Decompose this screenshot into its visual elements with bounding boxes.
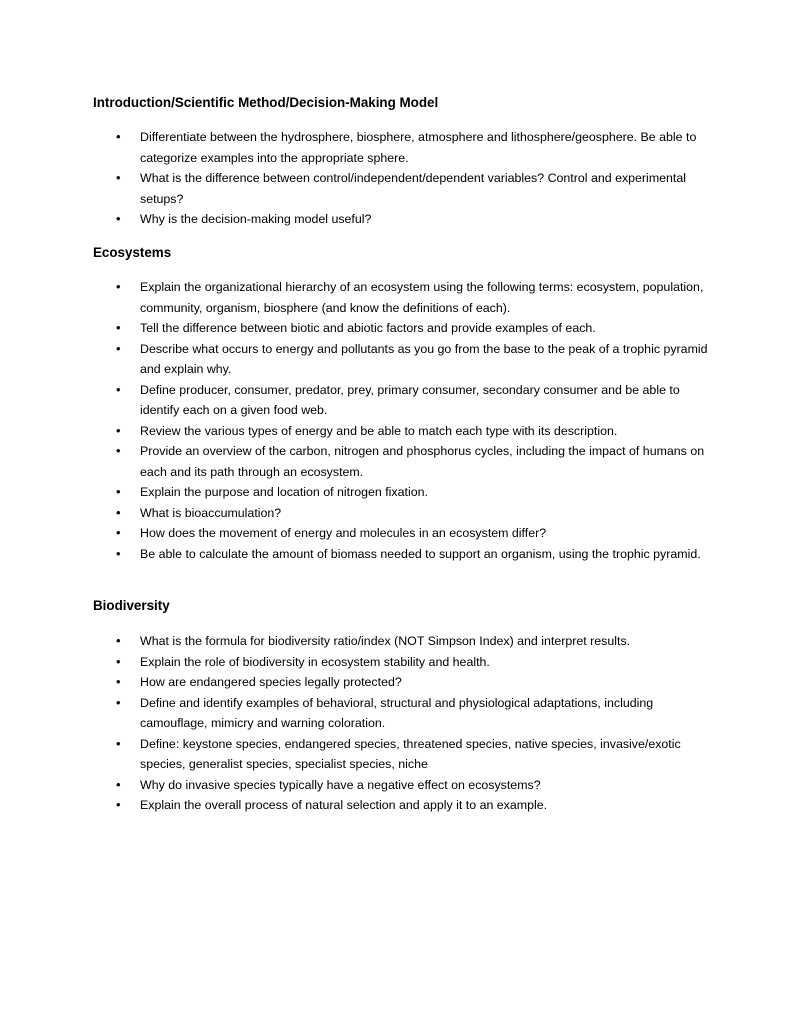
list-item-text: Describe what occurs to energy and pollutants as you go from the base to the peak of a trophic pyramid and explain why. <box>140 341 708 376</box>
bullet-icon: • <box>116 504 121 520</box>
list-item <box>93 380 713 421</box>
list-item <box>93 318 713 339</box>
list-item-text: Be able to calculate the amount of biomass needed to support an organism, using the trophic pyramid. <box>140 546 701 561</box>
list-item-text: How are endangered species legally protected? <box>140 675 402 689</box>
list-item-text: Define producer, consumer, predator, prey, primary consumer, secondary consumer and be able to identify each on a given food web. <box>140 382 680 417</box>
list-item-text: Tell the difference between biotic and abiotic factors and provide examples of each. <box>140 321 596 335</box>
list-item <box>93 339 713 380</box>
bullet-icon: • <box>116 170 121 185</box>
bullet-icon: • <box>116 443 121 458</box>
bullet-icon: • <box>116 694 121 710</box>
list-item <box>93 544 713 565</box>
bullet-icon: • <box>116 320 121 335</box>
bullet-icon: • <box>116 129 121 144</box>
list-item <box>93 775 713 796</box>
list-item-text: What is the formula for biodiversity ratio/index (NOT Simpson Index) and interpret results. <box>140 634 631 648</box>
list-item <box>93 441 713 482</box>
list-item-text: Provide an overview of the carbon, nitrogen and phosphorus cycles, including the impact of humans on each and its path through an ecosystem. <box>140 444 705 479</box>
list-item <box>93 734 713 775</box>
list-item-text: How does the movement of energy and molecules in an ecosystem differ? <box>140 526 547 540</box>
list-item-text: What is the difference between control/independent/dependent variables? Control and experimental setups? <box>140 171 687 206</box>
bullet-icon: • <box>116 422 121 438</box>
list-item-text: Define: keystone species, endangered species, threatened species, native species, invasive/exotic species, generalist species, specialist species, niche <box>140 736 681 771</box>
list-item <box>93 209 713 230</box>
list-item <box>93 693 713 734</box>
bullet-icon: • <box>116 525 121 540</box>
bullet-icon: • <box>116 653 121 669</box>
list-item <box>93 127 713 168</box>
list-item-text: Explain the role of biodiversity in ecosystem stability and health. <box>140 654 490 669</box>
list-item <box>93 503 713 524</box>
bullet-icon: • <box>116 735 121 751</box>
list-item-text: Explain the purpose and location of nitrogen fixation. <box>140 485 428 499</box>
list-item-text: Define and identify examples of behavioral, structural and physiological adaptations, including camouflage, mimicry and warning coloration. <box>140 695 654 730</box>
bullet-icon: • <box>116 381 121 397</box>
bullet-icon: • <box>116 633 121 648</box>
list-item <box>93 421 713 442</box>
list-item <box>93 631 713 652</box>
list-item-text: Explain the organizational hierarchy of an ecosystem using the following terms: ecosystem, population, community, organism, biosphere (and know the definitions of each). <box>140 280 704 315</box>
list-item-text: Explain the overall process of natural selection and apply it to an example. <box>140 798 548 812</box>
section-heading-ecosystems: Ecosystems <box>93 245 172 260</box>
list-item-text: Review the various types of energy and be able to match each type with its description. <box>140 423 618 438</box>
list-item-text: Why is the decision-making model useful? <box>140 212 372 226</box>
list-item <box>93 652 713 673</box>
list-item-text: Differentiate between the hydrosphere, biosphere, atmosphere and lithosphere/geosphere. Be able to categorize examples into the appropriate sphere. <box>140 130 697 165</box>
list-item <box>93 277 713 318</box>
list-item-text: Why do invasive species typically have a negative effect on ecosystems? <box>140 777 541 792</box>
list-item <box>93 795 713 816</box>
list-item <box>93 523 713 544</box>
bullet-icon: • <box>116 674 121 689</box>
bullet-list-introduction <box>93 127 713 230</box>
bullet-list-biodiversity <box>93 631 713 816</box>
list-item <box>93 672 713 693</box>
bullet-icon: • <box>116 545 121 561</box>
list-item <box>93 168 713 209</box>
bullet-icon: • <box>116 279 121 294</box>
section-heading-introduction: Introduction/Scientific Method/Decision-Making Model <box>93 95 439 110</box>
bullet-icon: • <box>116 211 121 226</box>
list-item-text: What is bioaccumulation? <box>140 505 282 520</box>
list-item <box>93 482 713 503</box>
bullet-icon: • <box>116 797 121 812</box>
bullet-list-ecosystems <box>93 277 713 564</box>
section-heading-biodiversity: Biodiversity <box>93 598 170 613</box>
bullet-icon: • <box>116 484 121 499</box>
bullet-icon: • <box>116 340 121 356</box>
bullet-icon: • <box>116 776 121 792</box>
